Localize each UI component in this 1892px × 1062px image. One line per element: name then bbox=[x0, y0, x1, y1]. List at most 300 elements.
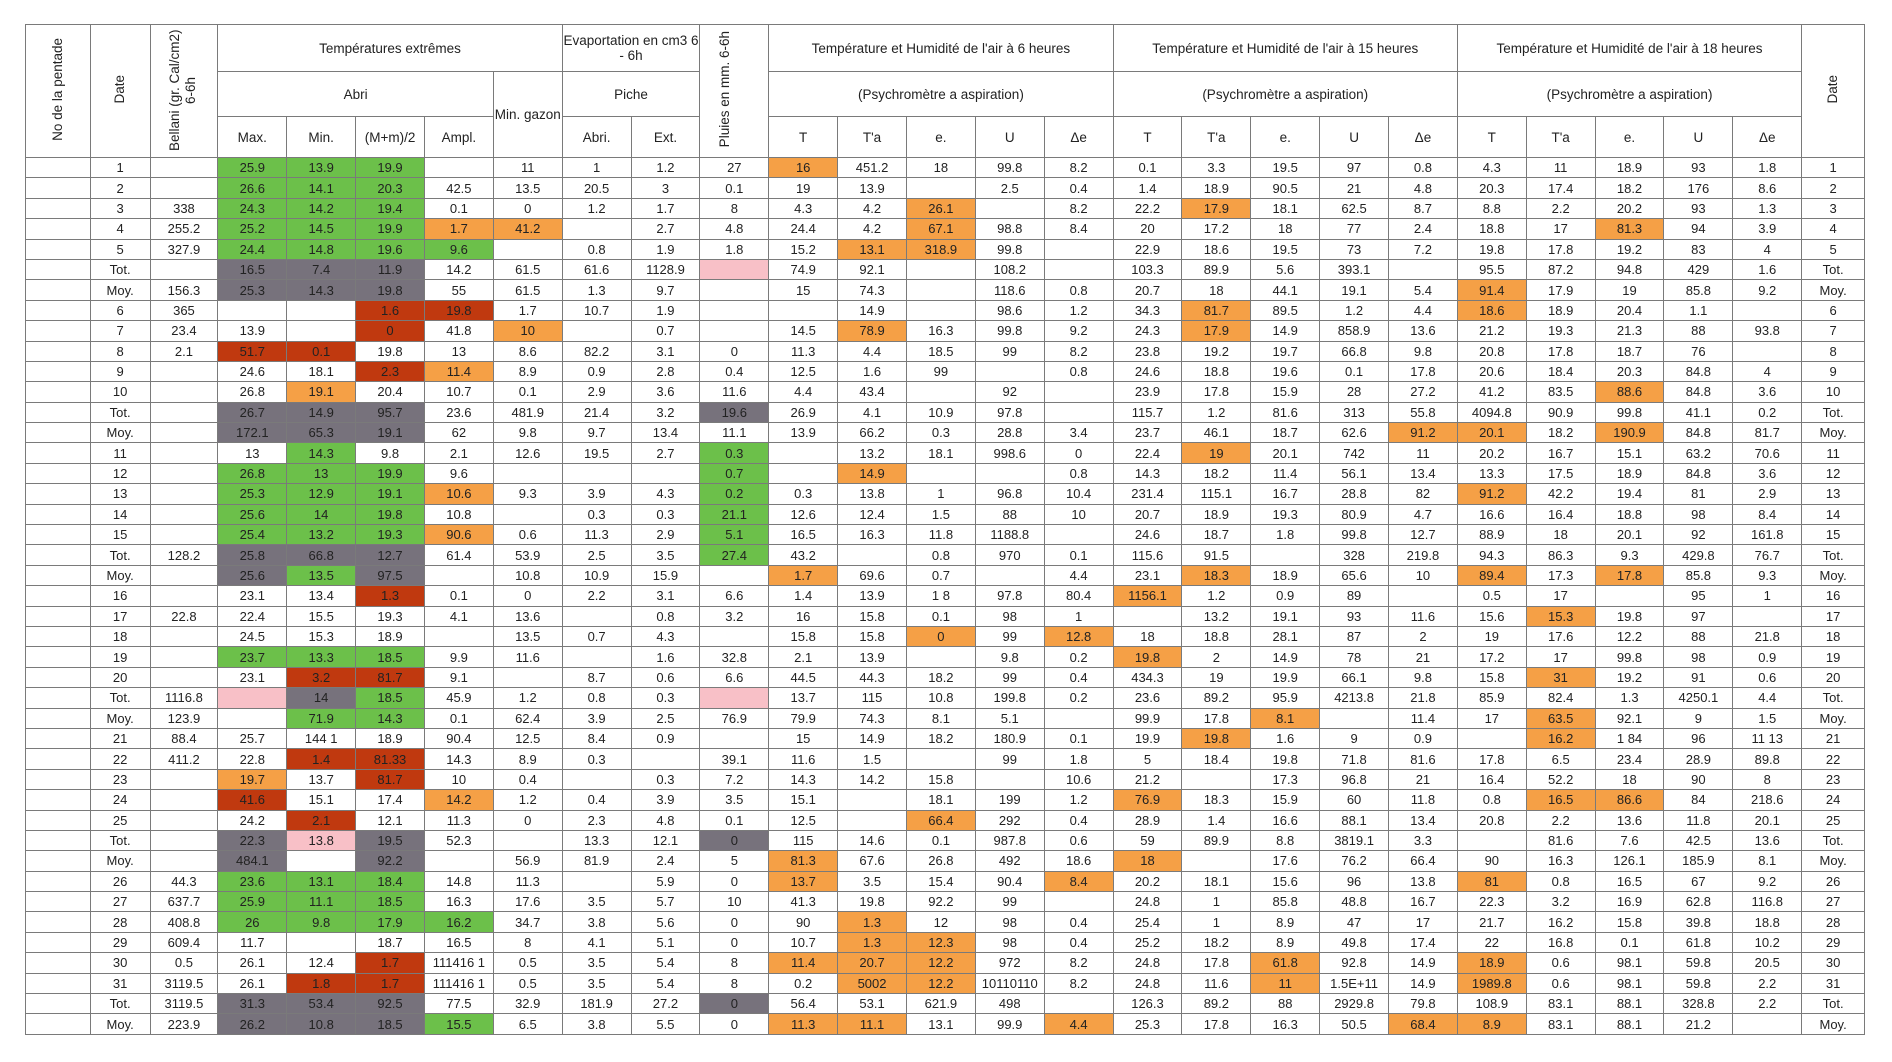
table-cell: 19.8 bbox=[1457, 239, 1526, 259]
table-cell: 13 bbox=[90, 484, 150, 504]
table-cell: 1.9 bbox=[631, 239, 700, 259]
table-cell bbox=[26, 586, 91, 606]
table-cell: 56.4 bbox=[769, 994, 838, 1014]
table-cell: 13.2 bbox=[287, 525, 356, 545]
table-cell: 97.8 bbox=[975, 402, 1044, 422]
table-cell bbox=[287, 321, 356, 341]
table-cell: 24.6 bbox=[218, 361, 287, 381]
table-cell: 81.7 bbox=[356, 667, 425, 687]
table-cell: 18.4 bbox=[1526, 361, 1595, 381]
table-cell: 95 bbox=[1664, 586, 1733, 606]
table-cell: 9.3 bbox=[1733, 565, 1802, 585]
table-cell: 12.1 bbox=[631, 830, 700, 850]
table-cell bbox=[562, 463, 631, 483]
table-cell bbox=[150, 525, 218, 545]
table-cell: 970 bbox=[975, 545, 1044, 565]
table-cell: 4.8 bbox=[700, 219, 769, 239]
table-cell: 14.9 bbox=[1389, 953, 1458, 973]
table-cell: 1.6 bbox=[1251, 728, 1320, 748]
table-cell bbox=[150, 647, 218, 667]
table-cell: 3.9 bbox=[631, 790, 700, 810]
table-cell: 8.1 bbox=[1733, 851, 1802, 871]
table-cell: 19.3 bbox=[1526, 321, 1595, 341]
table-cell: 51.7 bbox=[218, 341, 287, 361]
table-cell bbox=[906, 647, 975, 667]
table-cell: 190.9 bbox=[1595, 423, 1664, 443]
table-cell: 9.2 bbox=[1733, 280, 1802, 300]
table-cell: 13.5 bbox=[493, 178, 562, 198]
table-cell: 429.8 bbox=[1664, 545, 1733, 565]
table-cell bbox=[1044, 382, 1113, 402]
table-cell: 8 bbox=[700, 973, 769, 993]
table-cell: 24.8 bbox=[1113, 953, 1182, 973]
table-cell: 14.3 bbox=[1113, 463, 1182, 483]
table-cell: 23 bbox=[1802, 769, 1865, 789]
table-cell bbox=[26, 545, 91, 565]
table-cell: 20.1 bbox=[1251, 443, 1320, 463]
table-cell: 44.3 bbox=[150, 871, 218, 891]
table-cell bbox=[26, 810, 91, 830]
table-cell: 83.1 bbox=[1526, 994, 1595, 1014]
table-cell bbox=[975, 565, 1044, 585]
table-cell: 52.3 bbox=[424, 830, 493, 850]
table-cell: 16.3 bbox=[906, 321, 975, 341]
table-cell: 17.9 bbox=[1182, 198, 1251, 218]
table-cell bbox=[26, 361, 91, 381]
header-date: Date bbox=[90, 25, 150, 158]
table-cell: 1.2 bbox=[493, 688, 562, 708]
table-cell: 93 bbox=[1664, 198, 1733, 218]
table-cell: 2.3 bbox=[562, 810, 631, 830]
table-cell bbox=[1733, 606, 1802, 626]
table-cell: 2.5 bbox=[975, 178, 1044, 198]
table-cell: 31 bbox=[90, 973, 150, 993]
table-cell: 481.9 bbox=[493, 402, 562, 422]
table-cell: 18.7 bbox=[1595, 341, 1664, 361]
table-cell: Tot. bbox=[1802, 830, 1865, 850]
table-cell bbox=[26, 892, 91, 912]
climate-data-table bbox=[25, 24, 1865, 1035]
table-cell: 2.4 bbox=[1389, 219, 1458, 239]
table-cell: 19.8 bbox=[356, 504, 425, 524]
table-cell bbox=[1044, 892, 1113, 912]
table-cell: 19.5 bbox=[1251, 239, 1320, 259]
table-cell: Tot. bbox=[90, 688, 150, 708]
table-cell: 23 bbox=[90, 769, 150, 789]
table-cell: 11.3 bbox=[769, 1014, 838, 1034]
table-cell: 15.8 bbox=[1595, 912, 1664, 932]
table-row bbox=[26, 178, 1865, 198]
table-cell: 128.2 bbox=[150, 545, 218, 565]
table-cell: 5.6 bbox=[1251, 259, 1320, 279]
table-cell: 5.9 bbox=[631, 871, 700, 891]
table-cell: 4.1 bbox=[562, 932, 631, 952]
table-cell: 84.8 bbox=[1664, 463, 1733, 483]
table-cell bbox=[631, 749, 700, 769]
table-cell bbox=[906, 280, 975, 300]
table-cell: 29 bbox=[1802, 932, 1865, 952]
table-cell: 3.2 bbox=[287, 667, 356, 687]
table-cell: 9 bbox=[1664, 708, 1733, 728]
table-cell: 99.8 bbox=[1595, 402, 1664, 422]
table-row bbox=[26, 871, 1865, 891]
table-cell: 19.1 bbox=[1251, 606, 1320, 626]
table-cell: 26.2 bbox=[218, 1014, 287, 1034]
table-cell: 13.4 bbox=[1389, 810, 1458, 830]
table-cell: 17.6 bbox=[1251, 851, 1320, 871]
table-cell: 25.8 bbox=[218, 545, 287, 565]
table-cell bbox=[26, 484, 91, 504]
table-cell: 23.8 bbox=[1113, 341, 1182, 361]
table-cell: 19 bbox=[1182, 667, 1251, 687]
table-row bbox=[26, 219, 1865, 239]
table-cell: 0.3 bbox=[562, 749, 631, 769]
table-cell: 21 bbox=[1802, 728, 1865, 748]
table-cell: 94.3 bbox=[1457, 545, 1526, 565]
table-cell: 0.4 bbox=[562, 790, 631, 810]
table-cell: 81.33 bbox=[356, 749, 425, 769]
table-cell: 61.8 bbox=[1251, 953, 1320, 973]
table-cell: 12 bbox=[90, 463, 150, 483]
table-cell: 0.9 bbox=[1251, 586, 1320, 606]
table-cell: 8.9 bbox=[1251, 932, 1320, 952]
table-cell: 79.8 bbox=[1389, 994, 1458, 1014]
table-cell: 5.4 bbox=[631, 973, 700, 993]
header-ampl: Ampl. bbox=[424, 117, 493, 158]
table-cell: 9.9 bbox=[424, 647, 493, 667]
table-cell: 231.4 bbox=[1113, 484, 1182, 504]
table-cell: Tot. bbox=[90, 830, 150, 850]
table-cell: 86.3 bbox=[1526, 545, 1595, 565]
table-cell: 2.5 bbox=[631, 708, 700, 728]
table-cell: 19.7 bbox=[218, 769, 287, 789]
table-cell: 26.7 bbox=[218, 402, 287, 422]
table-cell: 21.1 bbox=[700, 504, 769, 524]
table-cell: 20.2 bbox=[1595, 198, 1664, 218]
table-cell: 97.5 bbox=[356, 565, 425, 585]
table-cell bbox=[1044, 994, 1113, 1014]
table-cell: 62.6 bbox=[1320, 423, 1389, 443]
table-cell: 13.6 bbox=[1595, 810, 1664, 830]
table-cell: 42.5 bbox=[424, 178, 493, 198]
table-cell: 5 bbox=[90, 239, 150, 259]
table-cell: 609.4 bbox=[150, 932, 218, 952]
table-cell: 9 bbox=[1320, 728, 1389, 748]
table-cell: 14.5 bbox=[287, 219, 356, 239]
header-18h-u: U bbox=[1664, 117, 1733, 158]
table-cell bbox=[150, 830, 218, 850]
table-cell: 14.9 bbox=[1251, 321, 1320, 341]
table-cell: 0 bbox=[493, 198, 562, 218]
table-cell: 30 bbox=[1802, 953, 1865, 973]
table-cell: 90.4 bbox=[424, 728, 493, 748]
table-cell: 8.2 bbox=[1044, 198, 1113, 218]
table-cell: 103.3 bbox=[1113, 259, 1182, 279]
table-cell: 19.3 bbox=[356, 525, 425, 545]
table-cell: 42.2 bbox=[1526, 484, 1595, 504]
table-cell: 96 bbox=[1664, 728, 1733, 748]
table-cell: 13.8 bbox=[287, 830, 356, 850]
table-row bbox=[26, 647, 1865, 667]
table-cell: 20.5 bbox=[562, 178, 631, 198]
table-cell bbox=[424, 626, 493, 646]
table-cell: 1.4 bbox=[1182, 810, 1251, 830]
table-cell: 19.3 bbox=[1251, 504, 1320, 524]
table-cell: 17.3 bbox=[1251, 769, 1320, 789]
header-group-18h: Température et Humidité de l'air à 18 heures bbox=[1457, 25, 1801, 72]
table-cell: 77.5 bbox=[424, 994, 493, 1014]
table-cell: 15 bbox=[769, 280, 838, 300]
table-cell: 1.7 bbox=[356, 973, 425, 993]
table-cell: 25.3 bbox=[1113, 1014, 1182, 1034]
table-cell: 8.4 bbox=[1044, 219, 1113, 239]
table-cell: 89.5 bbox=[1251, 300, 1320, 320]
table-cell bbox=[26, 728, 91, 748]
table-cell: 18.4 bbox=[1182, 749, 1251, 769]
table-cell: 18.4 bbox=[356, 871, 425, 891]
table-cell: 16.5 bbox=[1595, 871, 1664, 891]
table-cell: 4.3 bbox=[1457, 158, 1526, 178]
table-cell: 3.5 bbox=[562, 953, 631, 973]
table-cell: 8 bbox=[1802, 341, 1865, 361]
table-cell bbox=[150, 382, 218, 402]
table-cell: 61.6 bbox=[562, 259, 631, 279]
table-cell: 83 bbox=[1664, 239, 1733, 259]
table-cell: 12.8 bbox=[1044, 626, 1113, 646]
header-piche: Piche bbox=[562, 72, 700, 117]
header-6h-t: T bbox=[769, 117, 838, 158]
table-cell: 17.8 bbox=[1457, 749, 1526, 769]
table-cell: 8 bbox=[90, 341, 150, 361]
table-cell: 8.8 bbox=[1457, 198, 1526, 218]
table-cell: 41.6 bbox=[218, 790, 287, 810]
table-cell: 17.8 bbox=[1526, 239, 1595, 259]
table-cell: 0.3 bbox=[631, 769, 700, 789]
table-cell: 25.6 bbox=[218, 565, 287, 585]
table-cell: 1.5 bbox=[906, 504, 975, 524]
table-cell: 0 bbox=[700, 1014, 769, 1034]
table-cell: 5.5 bbox=[631, 1014, 700, 1034]
table-cell: 18 bbox=[1595, 769, 1664, 789]
table-cell: 17 bbox=[1526, 586, 1595, 606]
table-cell: 5.4 bbox=[631, 953, 700, 973]
table-cell: Moy. bbox=[90, 708, 150, 728]
table-cell: 85.8 bbox=[1664, 565, 1733, 585]
table-cell: 11.6 bbox=[1389, 606, 1458, 626]
table-cell: 66.2 bbox=[838, 423, 907, 443]
table-cell: 987.8 bbox=[975, 830, 1044, 850]
table-cell: 14 bbox=[287, 504, 356, 524]
table-cell: 4094.8 bbox=[1457, 402, 1526, 422]
table-cell: 27 bbox=[90, 892, 150, 912]
table-cell: 89.9 bbox=[1182, 259, 1251, 279]
table-cell: 22 bbox=[1802, 749, 1865, 769]
table-cell bbox=[26, 219, 91, 239]
table-cell: 2.8 bbox=[631, 361, 700, 381]
table-cell: 19 bbox=[1595, 280, 1664, 300]
table-row bbox=[26, 953, 1865, 973]
table-cell: 13.9 bbox=[287, 158, 356, 178]
table-cell: 172.1 bbox=[218, 423, 287, 443]
table-cell: 25 bbox=[1802, 810, 1865, 830]
table-cell: 11.8 bbox=[1664, 810, 1733, 830]
table-cell: 10.6 bbox=[1044, 769, 1113, 789]
table-cell: 4.4 bbox=[1044, 1014, 1113, 1034]
table-cell: 13.2 bbox=[1182, 606, 1251, 626]
table-cell: 28.1 bbox=[1251, 626, 1320, 646]
table-cell: 18.9 bbox=[1182, 178, 1251, 198]
table-cell: 78.9 bbox=[838, 321, 907, 341]
table-cell: 1.4 bbox=[287, 749, 356, 769]
table-cell: 96 bbox=[1320, 871, 1389, 891]
table-cell: 144 1 bbox=[287, 728, 356, 748]
table-cell: 27.4 bbox=[700, 545, 769, 565]
table-cell: 67.6 bbox=[838, 851, 907, 871]
table-cell: 89 bbox=[1320, 586, 1389, 606]
table-cell: 13.6 bbox=[1389, 321, 1458, 341]
table-cell: 199.8 bbox=[975, 688, 1044, 708]
table-cell: 99 bbox=[975, 749, 1044, 769]
table-cell bbox=[26, 402, 91, 422]
table-cell: 7.4 bbox=[287, 259, 356, 279]
table-cell: 25.4 bbox=[1113, 912, 1182, 932]
table-cell: 19 bbox=[769, 178, 838, 198]
table-cell: 23.6 bbox=[424, 402, 493, 422]
table-row bbox=[26, 851, 1865, 871]
table-cell: 26.1 bbox=[906, 198, 975, 218]
table-cell: 20.4 bbox=[1595, 300, 1664, 320]
table-cell: 1.3 bbox=[838, 912, 907, 932]
table-cell: 12 bbox=[906, 912, 975, 932]
table-cell: 0.5 bbox=[150, 953, 218, 973]
table-cell: 18.8 bbox=[1733, 912, 1802, 932]
table-cell bbox=[150, 463, 218, 483]
table-cell: 16 bbox=[90, 586, 150, 606]
header-group-6h: Température et Humidité de l'air à 6 heures bbox=[769, 25, 1113, 72]
table-cell: 53.1 bbox=[838, 994, 907, 1014]
table-row bbox=[26, 443, 1865, 463]
table-cell: 9.3 bbox=[1595, 545, 1664, 565]
table-cell: 99 bbox=[975, 626, 1044, 646]
table-cell: 24.3 bbox=[1113, 321, 1182, 341]
table-cell: 11.3 bbox=[493, 871, 562, 891]
table-cell: 4 bbox=[1733, 239, 1802, 259]
table-cell: 9.8 bbox=[493, 423, 562, 443]
table-cell: 61.4 bbox=[424, 545, 493, 565]
table-cell: 15.9 bbox=[1251, 382, 1320, 402]
table-cell: 19.1 bbox=[356, 484, 425, 504]
table-cell: 6.5 bbox=[493, 1014, 562, 1034]
table-cell: 18.9 bbox=[1595, 463, 1664, 483]
table-cell bbox=[769, 463, 838, 483]
table-cell: 434.3 bbox=[1113, 667, 1182, 687]
table-cell: 12.5 bbox=[769, 361, 838, 381]
table-cell: 1.8 bbox=[1251, 525, 1320, 545]
table-cell: 12.6 bbox=[769, 504, 838, 524]
table-cell: 28.9 bbox=[1113, 810, 1182, 830]
table-cell: 10.8 bbox=[906, 688, 975, 708]
table-cell: 8.9 bbox=[493, 749, 562, 769]
table-cell: 19.8 bbox=[1251, 749, 1320, 769]
table-cell: 318.9 bbox=[906, 239, 975, 259]
table-cell: 199 bbox=[975, 790, 1044, 810]
table-cell: 90.9 bbox=[1526, 402, 1595, 422]
table-cell: 18.5 bbox=[356, 647, 425, 667]
table-cell: 20.8 bbox=[1457, 810, 1526, 830]
table-cell: 12.1 bbox=[356, 810, 425, 830]
table-cell: 12.6 bbox=[493, 443, 562, 463]
table-cell: 338 bbox=[150, 198, 218, 218]
table-cell: 32.8 bbox=[700, 647, 769, 667]
table-cell: 82 bbox=[1389, 484, 1458, 504]
table-cell: 3.1 bbox=[631, 341, 700, 361]
table-cell: 85.8 bbox=[1251, 892, 1320, 912]
table-row bbox=[26, 545, 1865, 565]
table-cell: 9.7 bbox=[562, 423, 631, 443]
table-cell: 4.3 bbox=[631, 484, 700, 504]
table-cell bbox=[424, 565, 493, 585]
table-cell bbox=[150, 423, 218, 443]
table-cell: 498 bbox=[975, 994, 1044, 1014]
table-cell: 17.9 bbox=[356, 912, 425, 932]
table-cell: 14 bbox=[287, 688, 356, 708]
table-cell: 8.2 bbox=[1044, 158, 1113, 178]
table-cell: 13.3 bbox=[287, 647, 356, 667]
table-cell: 2.1 bbox=[287, 810, 356, 830]
table-cell: 62 bbox=[424, 423, 493, 443]
table-cell: 118.6 bbox=[975, 280, 1044, 300]
header-abri: Abri bbox=[218, 72, 493, 117]
table-cell: 0.8 bbox=[1044, 361, 1113, 381]
table-cell: 0 bbox=[700, 871, 769, 891]
header-pentade: No de la pentade bbox=[26, 25, 91, 158]
table-cell bbox=[150, 361, 218, 381]
table-cell: 0.4 bbox=[1044, 667, 1113, 687]
table-cell: 11.9 bbox=[356, 259, 425, 279]
table-cell: 48.8 bbox=[1320, 892, 1389, 912]
table-cell: 16.2 bbox=[1526, 912, 1595, 932]
table-cell: 1188.8 bbox=[975, 525, 1044, 545]
table-cell: 17.6 bbox=[493, 892, 562, 912]
table-cell: 18 bbox=[1113, 626, 1182, 646]
table-cell: 4.2 bbox=[838, 198, 907, 218]
table-cell: Moy. bbox=[90, 1014, 150, 1034]
table-cell: 19.1 bbox=[1320, 280, 1389, 300]
table-cell: 24.4 bbox=[769, 219, 838, 239]
table-cell: 3.6 bbox=[1733, 463, 1802, 483]
table-cell: 0.1 bbox=[493, 382, 562, 402]
table-cell: 22 bbox=[1457, 932, 1526, 952]
table-cell: 98 bbox=[1664, 647, 1733, 667]
table-cell: 11.7 bbox=[218, 932, 287, 952]
table-cell: 24.6 bbox=[1113, 525, 1182, 545]
table-cell bbox=[700, 321, 769, 341]
table-cell: 9.8 bbox=[287, 912, 356, 932]
table-cell: 25.4 bbox=[218, 525, 287, 545]
table-cell: 17.5 bbox=[1526, 463, 1595, 483]
table-cell: 4 bbox=[1733, 361, 1802, 381]
table-cell: 18 bbox=[1802, 626, 1865, 646]
table-cell: 43.4 bbox=[838, 382, 907, 402]
table-cell: 115 bbox=[769, 830, 838, 850]
table-cell: 1128.9 bbox=[631, 259, 700, 279]
table-cell: 20.7 bbox=[838, 953, 907, 973]
table-cell: 1 bbox=[1182, 912, 1251, 932]
table-cell: 91.5 bbox=[1182, 545, 1251, 565]
table-cell: 11.3 bbox=[769, 341, 838, 361]
table-cell: 18.2 bbox=[1182, 463, 1251, 483]
table-cell: 41.8 bbox=[424, 321, 493, 341]
